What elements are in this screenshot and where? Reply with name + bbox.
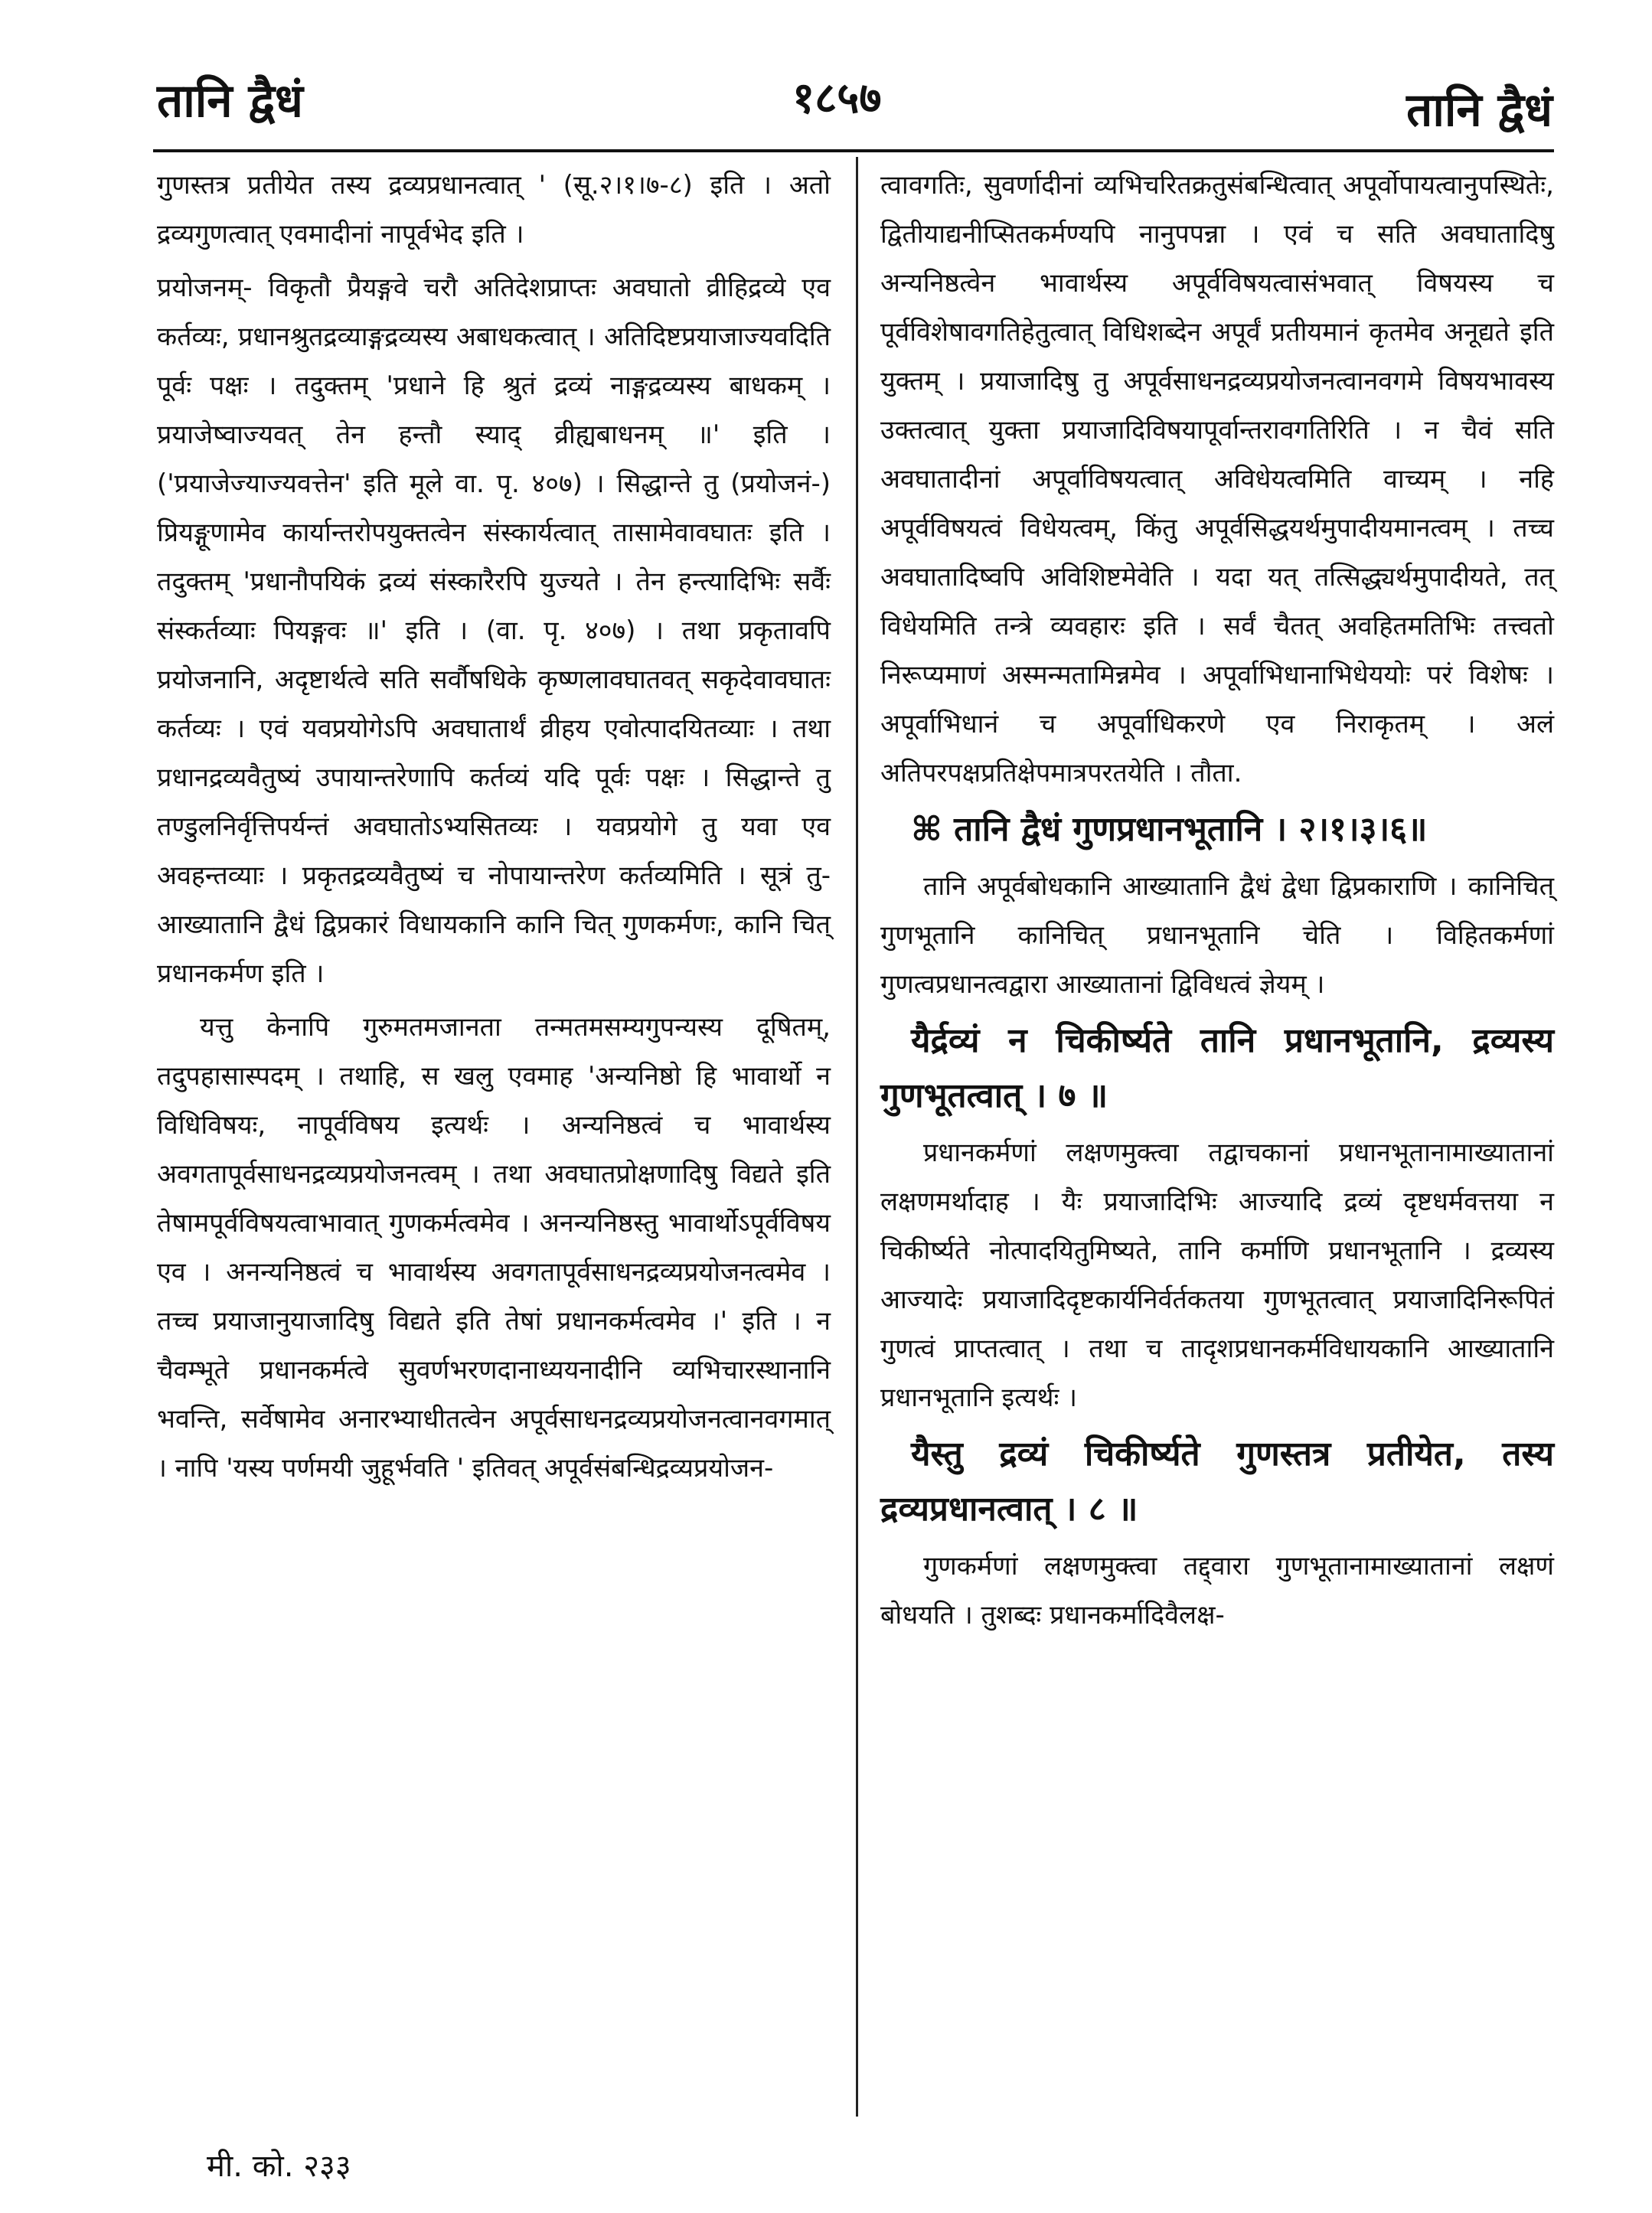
right-column-paragraph: ⌘ तानि द्वैधं गुणप्रधानभूतानि । २।१।३।६॥ xyxy=(911,810,1428,849)
footer-signature: मी. को. २३३ xyxy=(207,2149,351,2184)
left-column-paragraph: यत्तु केनापि गुरुमतमजानता तन्मतमसम्यगुपन्यस्य दूषितम्, तदुपहासास्पदम् । तथाहि, स खलु एवमाह 'अन्यनिष्ठो हि भावार्थो न विधिविषयः, नापूर्वविषय इत्यर्थः । अन्यनिष्ठत्वं च भावार्थस्य अवगतापूर्वसाधनद्रव्यप्रयोजनत्वम् । तथा अवघातप्रोक्षणादिषु विद्यते इति तेषामपूर्वविषयत्वाभावात् गुणकर्मत्वमेव । अनन्यनिष्ठस्तु भावार्थोऽपूर्वविषय एव । अनन्यनिष्ठत्वं च भावार्थस्य अवगतापूर्वसाधनद्रव्यप्रयोजनत्वमेव । तच्च प्रयाजानुयाजादिषु विद्यते इति तेषां प्रधानकर्मत्वमेव ।' इति । न चैवम्भूते प्रधानकर्मत्वे सुवर्णभरणदानाध्ययनादीनि व्यभिचारस्थानानि भवन्ति, सर्वेषामेव अनारभ्याधीतत्वेन अपूर्वसाधनद्रव्यप्रयोजनत्वानवगमात् । नापि 'यस्य पर्णमयी जुहूर्भवति ' इतिवत् अपूर्वसंबन्धिद्रव्यप्रयोजन- xyxy=(157,1012,831,1483)
right-column xyxy=(880,161,1554,1644)
right-column-paragraph: यैस्तु द्रव्यं चिकीर्ष्यते गुणस्तत्र प्रतीयेत, तस्य द्रव्यप्रधानत्वात् । ८ ॥ xyxy=(880,1435,1554,1529)
right-column-paragraph: प्रधानकर्मणां लक्षणमुक्त्वा तद्वाचकानां प्रधानभूतानामाख्यातानां लक्षणमर्थादाह । यैः प्रयाजादिभिः आज्यादि द्रव्यं दृष्टधर्मवत्तया न चिकीर्ष्यते नोत्पादयितुमिष्यते, तानि कर्माणि प्रधानभूतानि । द्रव्यस्य आज्यादेः प्रयाजादिदृष्टकार्यनिर्वर्तकतया गुणभूतत्वात् प्रयाजादिनिरूपितं गुणत्वं प्राप्तत्वात् । तथा च तादृशप्रधानकर्मविधायकानि आख्यातानि प्रधानभूतानि इत्यर्थः । xyxy=(880,1138,1554,1413)
right-column-paragraph: यैर्द्रव्यं न चिकीर्ष्यते तानि प्रधानभूतानि, द्रव्यस्य गुणभूतत्वात् । ७ ॥ xyxy=(880,1021,1554,1115)
column-divider xyxy=(856,157,858,2117)
left-column xyxy=(157,161,831,1497)
right-column-paragraph: तानि अपूर्वबोधकानि आख्यातानि द्वैधं द्वेधा द्विप्रकाराणि । कानिचित् गुणभूतानि कानिचित् प्रधानभूतानि चेति । विहितकर्मणां गुणत्वप्रधानत्वद्वारा आख्यातानां द्विविधत्वं ज्ञेयम् । xyxy=(880,871,1554,1000)
left-column-paragraph: प्रयोजनम्- विकृतौ प्रैयङ्गवे चरौ अतिदेशप्राप्तः अवघातो व्रीहिद्रव्ये एव कर्तव्यः, प्रधानश्रुतद्रव्याङ्गद्रव्यस्य अबाधकत्वात् । अतिदिष्टप्रयाजाज्यवदिति पूर्वः पक्षः । तदुक्तम् 'प्रधाने हि श्रुतं द्रव्यं नाङ्गद्रव्यस्य बाधकम् । प्रयाजेष्वाज्यवत् तेन हन्तौ स्याद् व्रीह्यबाधनम् ॥' इति । ('प्रयाजेज्याज्यवत्तेन' इति मूले वा. पृ. ४०७) । सिद्धान्ते तु (प्रयोजनं-) प्रियङ्गूणामेव कार्यान्तरोपयुक्तत्वेन संस्कार्यत्वात् तासामेवावघातः इति । तदुक्तम् 'प्रधानौपयिकं द्रव्यं संस्कारैरपि युज्यते । तेन हन्त्यादिभिः सर्वैः संस्कर्तव्याः पियङ्गवः ॥' इति । (वा. पृ. ४०७) । तथा प्रकृतावपि प्रयोजनानि, अदृष्टार्थत्वे सति सर्वौषधिके कृष्णलावघातवत् सकृदेवावघातः कर्तव्यः । एवं यवप्रयोगेऽपि अवघातार्थं व्रीहय एवोत्पादयितव्याः । तथा प्रधानद्रव्यवैतुष्यं उपायान्तरेणापि कर्तव्यं यदि पूर्वः पक्षः । सिद्धान्ते तु तण्डुलनिर्वृत्तिपर्यन्तं अवघातोऽभ्यसितव्यः । यवप्रयोगे तु यवा एव अवहन्तव्याः । प्रकृतद्रव्यवैतुष्यं च नोपायान्तरेण कर्तव्यमिति । सूत्रं तु-आख्यातानि द्वैधं द्विप्रकारं विधायकानि कानि चित् गुणकर्मणः, कानि चित् प्रधानकर्मण इति । xyxy=(157,273,831,989)
header-rule xyxy=(153,149,1554,152)
page-number: १८५७ xyxy=(792,73,882,123)
right-column-paragraph: त्वावगतिः, सुवर्णादीनां व्यभिचरितक्रतुसंबन्धित्वात् अपूर्वोपायत्वानुपस्थितेः, द्वितीयाद्यनीप्सितकर्मण्यपि नानुपपन्ना । एवं च सति अवघातादिषु अन्यनिष्ठत्वेन भावार्थस्य अपूर्वविषयत्वासंभवात् विषयस्य च पूर्वविशेषावगतिहेतुत्वात् विधिशब्देन अपूर्वं प्रतीयमानं कृतमेव अनूद्यते इति युक्तम् । प्रयाजादिषु तु अपूर्वसाधनद्रव्यप्रयोजनत्वानवगमे विषयभावस्य उक्तत्वात् युक्ता प्रयाजादिविषयापूर्वान्तरावगतिरिति । न चैवं सति अवघातादीनां अपूर्वाविषयत्वात् अविधेयत्वमिति वाच्यम् । नहि अपूर्वविषयत्वं विधेयत्वम्, किंतु अपूर्वसिद्धयर्थमुपादीयमानत्वम् । तच्च अवघातादिष्वपि अविशिष्टमेवेति । यदा यत् तत्सिद्ध्यर्थमुपादीयते, तत् विधेयमिति तन्त्रे व्यवहारः इति । सर्वं चैतत् अवहितमतिभिः तत्त्वतो निरूप्यमाणं अस्मन्मतामिन्नमेव । अपूर्वाभिधानाभिधेययोः परं विशेषः । अपूर्वाभिधानं च अपूर्वाधिकरणे एव निराकृतम् । अलं अतिपरपक्षप्रतिक्षेपमात्रपरतयेति । तौता. xyxy=(880,170,1554,788)
running-head-left: तानि द्वैधं xyxy=(157,74,303,128)
left-column-paragraph: गुणस्तत्र प्रतीयेत तस्य द्रव्यप्रधानत्वात् ' (सू.२।१।७-८) इति । अतो द्रव्यगुणत्वात् एवमादीनां नापूर्वभेद इति । xyxy=(157,170,831,250)
running-head-right: तानि द्वैधं xyxy=(1406,83,1552,137)
right-column-paragraph: गुणकर्मणां लक्षणमुक्त्वा तद्द्वारा गुणभूतानामाख्यातानां लक्षणं बोधयति । तुशब्दः प्रधानकर्मादिवैलक्ष- xyxy=(880,1551,1554,1630)
